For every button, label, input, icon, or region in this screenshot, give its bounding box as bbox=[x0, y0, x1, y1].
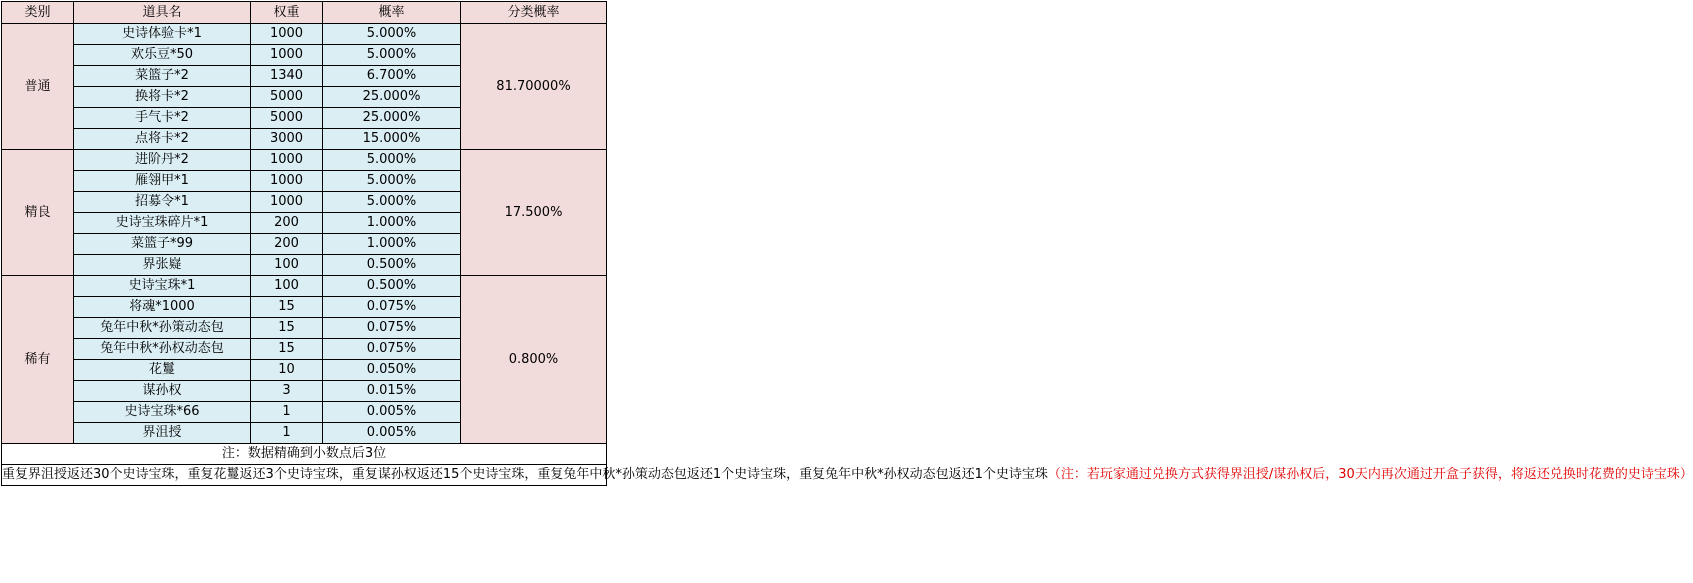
probability-cell: 0.500% bbox=[323, 255, 461, 276]
table-body bbox=[2, 24, 607, 444]
probability-cell: 5.000% bbox=[323, 45, 461, 66]
item-name-cell: 菜篮子*99 bbox=[74, 234, 251, 255]
item-name-cell: 进阶丹*2 bbox=[74, 150, 251, 171]
weight-cell: 1 bbox=[251, 423, 323, 444]
item-name-cell: 史诗体验卡*1 bbox=[74, 24, 251, 45]
header-probability: 概率 bbox=[323, 2, 461, 24]
probability-cell: 0.075% bbox=[323, 339, 461, 360]
item-name-cell: 将魂*1000 bbox=[74, 297, 251, 318]
category-cell: 普通 bbox=[2, 24, 74, 150]
probability-cell: 0.050% bbox=[323, 360, 461, 381]
probability-cell: 5.000% bbox=[323, 192, 461, 213]
refund-rules bbox=[2, 465, 1693, 486]
probability-cell: 1.000% bbox=[323, 234, 461, 255]
header-weight: 权重 bbox=[251, 2, 323, 24]
header-category: 类别 bbox=[2, 2, 74, 24]
drop-probability-table bbox=[1, 1, 1693, 486]
probability-cell: 25.000% bbox=[323, 87, 461, 108]
weight-cell: 100 bbox=[251, 255, 323, 276]
probability-cell: 15.000% bbox=[323, 129, 461, 150]
weight-cell: 1 bbox=[251, 402, 323, 423]
footer-row bbox=[2, 465, 607, 486]
item-name-cell: 花鬘 bbox=[74, 360, 251, 381]
weight-cell: 1000 bbox=[251, 24, 323, 45]
weight-cell: 3000 bbox=[251, 129, 323, 150]
header-category-probability: 分类概率 bbox=[461, 2, 607, 24]
weight-cell: 15 bbox=[251, 297, 323, 318]
weight-cell: 5000 bbox=[251, 87, 323, 108]
item-name-cell: 兔年中秋*孙策动态包 bbox=[74, 318, 251, 339]
header-row bbox=[2, 2, 607, 24]
category-probability-cell: 0.800% bbox=[461, 276, 607, 444]
probability-cell: 0.500% bbox=[323, 276, 461, 297]
item-name-cell: 界张嶷 bbox=[74, 255, 251, 276]
item-name-cell: 菜篮子*2 bbox=[74, 66, 251, 87]
item-name-cell: 手气卡*2 bbox=[74, 108, 251, 129]
probability-cell: 0.005% bbox=[323, 423, 461, 444]
item-name-cell: 史诗宝珠*1 bbox=[74, 276, 251, 297]
item-name-cell: 招募令*1 bbox=[74, 192, 251, 213]
table-row bbox=[2, 24, 607, 45]
table-row bbox=[2, 276, 607, 297]
note-row bbox=[2, 444, 607, 465]
probability-cell: 0.075% bbox=[323, 318, 461, 339]
weight-cell: 3 bbox=[251, 381, 323, 402]
category-probability-cell: 17.500% bbox=[461, 150, 607, 276]
weight-cell: 15 bbox=[251, 339, 323, 360]
weight-cell: 5000 bbox=[251, 108, 323, 129]
item-name-cell: 史诗宝珠*66 bbox=[74, 402, 251, 423]
probability-cell: 1.000% bbox=[323, 213, 461, 234]
probability-cell: 0.005% bbox=[323, 402, 461, 423]
weight-cell: 15 bbox=[251, 318, 323, 339]
item-name-cell: 史诗宝珠碎片*1 bbox=[74, 213, 251, 234]
probability-cell: 5.000% bbox=[323, 171, 461, 192]
probability-cell: 5.000% bbox=[323, 150, 461, 171]
weight-cell: 1000 bbox=[251, 150, 323, 171]
probability-cell: 25.000% bbox=[323, 108, 461, 129]
category-cell: 稀有 bbox=[2, 276, 74, 444]
item-name-cell: 界沮授 bbox=[74, 423, 251, 444]
item-name-cell: 欢乐豆*50 bbox=[74, 45, 251, 66]
probability-cell: 0.075% bbox=[323, 297, 461, 318]
weight-cell: 1340 bbox=[251, 66, 323, 87]
weight-cell: 1000 bbox=[251, 192, 323, 213]
table-row bbox=[2, 150, 607, 171]
category-probability-cell: 81.70000% bbox=[461, 24, 607, 150]
header-item-name: 道具名 bbox=[74, 2, 251, 24]
probability-cell: 5.000% bbox=[323, 24, 461, 45]
item-name-cell: 换将卡*2 bbox=[74, 87, 251, 108]
item-name-cell: 谋孙权 bbox=[74, 381, 251, 402]
refund-rules-red-note: （注：若玩家通过兑换方式获得界沮授/谋孙权后，30天内再次通过开盒子获得，将返还兑换时花费的史诗宝珠） bbox=[1047, 467, 1693, 482]
item-name-cell: 兔年中秋*孙权动态包 bbox=[74, 339, 251, 360]
probability-cell: 0.015% bbox=[323, 381, 461, 402]
item-name-cell: 雁翎甲*1 bbox=[74, 171, 251, 192]
weight-cell: 200 bbox=[251, 234, 323, 255]
weight-cell: 1000 bbox=[251, 45, 323, 66]
item-name-cell: 点将卡*2 bbox=[74, 129, 251, 150]
precision-note: 注：数据精确到小数点后3位 bbox=[2, 444, 607, 465]
weight-cell: 100 bbox=[251, 276, 323, 297]
category-cell: 精良 bbox=[2, 150, 74, 276]
probability-cell: 6.700% bbox=[323, 66, 461, 87]
weight-cell: 1000 bbox=[251, 171, 323, 192]
weight-cell: 200 bbox=[251, 213, 323, 234]
refund-rules-text: 重复界沮授返还30个史诗宝珠，重复花鬘返还3个史诗宝珠，重复谋孙权返还15个史诗宝珠，重复兔年中秋*孙策动态包返还1个史诗宝珠，重复兔年中秋*孙权动态包返还1个史诗宝珠 bbox=[2, 467, 1048, 482]
weight-cell: 10 bbox=[251, 360, 323, 381]
